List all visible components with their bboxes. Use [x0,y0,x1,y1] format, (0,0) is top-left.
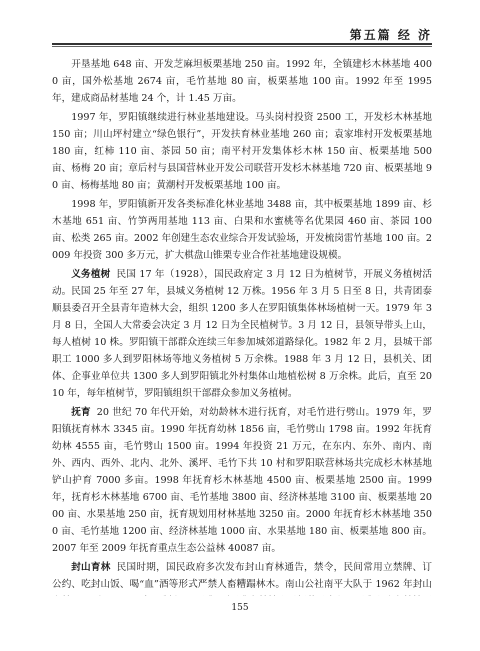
paragraph [52,109,432,194]
paragraph-text: 1997 年，罗阳镇继续进行林业基地建设。马头岗村投资 2500 工，开发杉木林基地 150 亩；川山坪村建立“绿色银行”，开发扶育林业基地 260 亩；袁家堆村开发板栗基地 180 亩，红柿 110 亩、茶园 50 亩；南平村开发集体杉木林 150 亩、板栗基地 500 亩、杨梅 20 亩；章后村与县国营林业开发公司联营开发杉木林基地 720 亩、板栗基地 90 亩、杨梅基地 80 亩；黄潮村开发板栗基地 100 亩。 [52,112,432,191]
paragraph [52,196,432,264]
page-header [0,0,480,46]
paragraph [52,56,432,107]
paragraph [52,559,432,596]
paragraph-text: 民国 17 年（1928），国民政府定 3 月 12 日为植树节，开展义务植树活动。民国 25 年至 27 年，县城义务植树 12 万株。1956 年 3 月 5 日至 8 日，共青团泰顺县委召开全县青年造林大会，组织 1200 多人在罗阳镇集体林场植树一天。1979 年 3 月 8 日，全国人大常委会决定 3 月 12 日为全民植树节。3 月 12 日，县领导带头上山，每人植树 10 株。罗阳镇干部群众连续三年参加城郊道路绿化。1982 年 2 月，县城干部职工 1000 多人到罗阳林场等地义务植树 5 万余株。1988 年 3 月 12 日，县机关、团体、企事业单位共 1300 多人到罗阳镇北外村集体山地植松树 8 万余株。此后，直至 2010 年，每年植树节，罗阳镇组织干部群众参加义务植树。 [52,269,432,399]
paragraph-text: 开垦基地 648 亩、开发芝麻坦板栗基地 250 亩。1992 年，全镇建杉木林基地 4000 亩，国外松基地 2674 亩，毛竹基地 80 亩，板栗基地 100 亩。1992 年至 1995 年，建成商品材基地 24 个，计 1.45 万亩。 [52,59,432,104]
page-number: 155 [231,603,249,613]
header-rule [52,43,432,45]
paragraph-text: 民国时期，国民政府多次发布封山育林通告，禁令，民间常用立禁牌、订公约、吃封山饭、喝“血”酒等形式严禁人畜糟蹋林木。南山公社南平大队于 1962 年封山 [52,562,432,590]
paragraph-text: 20 世纪 70 年代开始，对幼龄林木进行抚育，对毛竹进行劈山。1979 年，罗阳镇抚育林木 3345 亩。1990 年抚育幼林 1856 亩，毛竹劈山 1798 亩。1992 年抚育幼林 4555 亩，毛竹劈山 1500 亩。1994 年投资 21 万元，在东内、东外、南内、南外、西内、西外、北内、北外、溪坪、毛竹下共 10 村和罗阳联营林场共完成杉木林基地铲山护育 7000 多亩。1998 年抚育杉木林基地 4500 亩、板栗基地 2500 亩。1999 年，抚育杉木林基地 6700 亩、毛竹基地 3800 亩、经济林基地 3100 亩、板栗基地 2000 亩、水果基地 250 亩，抚育规划用材林基地 3250 亩。2000 年抚育杉木林基地 3500 亩、毛竹基地 1200 亩、经济林基地 1000 亩、水果基地 180 亩、板栗基地 800 亩。2007 年至 2009 年抚育重点生态公益林 40087 亩。 [52,407,432,554]
subsection-heading: 封山育林 [71,562,111,573]
section-title: 第五篇 经 济 [349,28,432,42]
header-rule-thin [52,46,432,47]
subsection-heading: 抚育 [71,407,91,418]
subsection-heading: 义务植树 [71,269,111,280]
body-text [52,56,432,596]
paragraph [52,266,432,402]
paragraph-text: 1998 年，罗阳镇新开发各类标准化林业基地 3488 亩，其中板栗基地 1899 亩、杉木基地 651 亩、竹笋两用基地 113 亩、白果和水蜜桃等名优果园 460 亩、茶园 100 亩、松类 265 亩。2002 年创建生态农业综合开发试验场，开发梳岗雷竹基地 100 亩。2009 年投资 300 多万元，扩大棋盘山锥栗专业合作社基地建设规模。 [52,199,432,261]
paragraph [52,404,432,557]
